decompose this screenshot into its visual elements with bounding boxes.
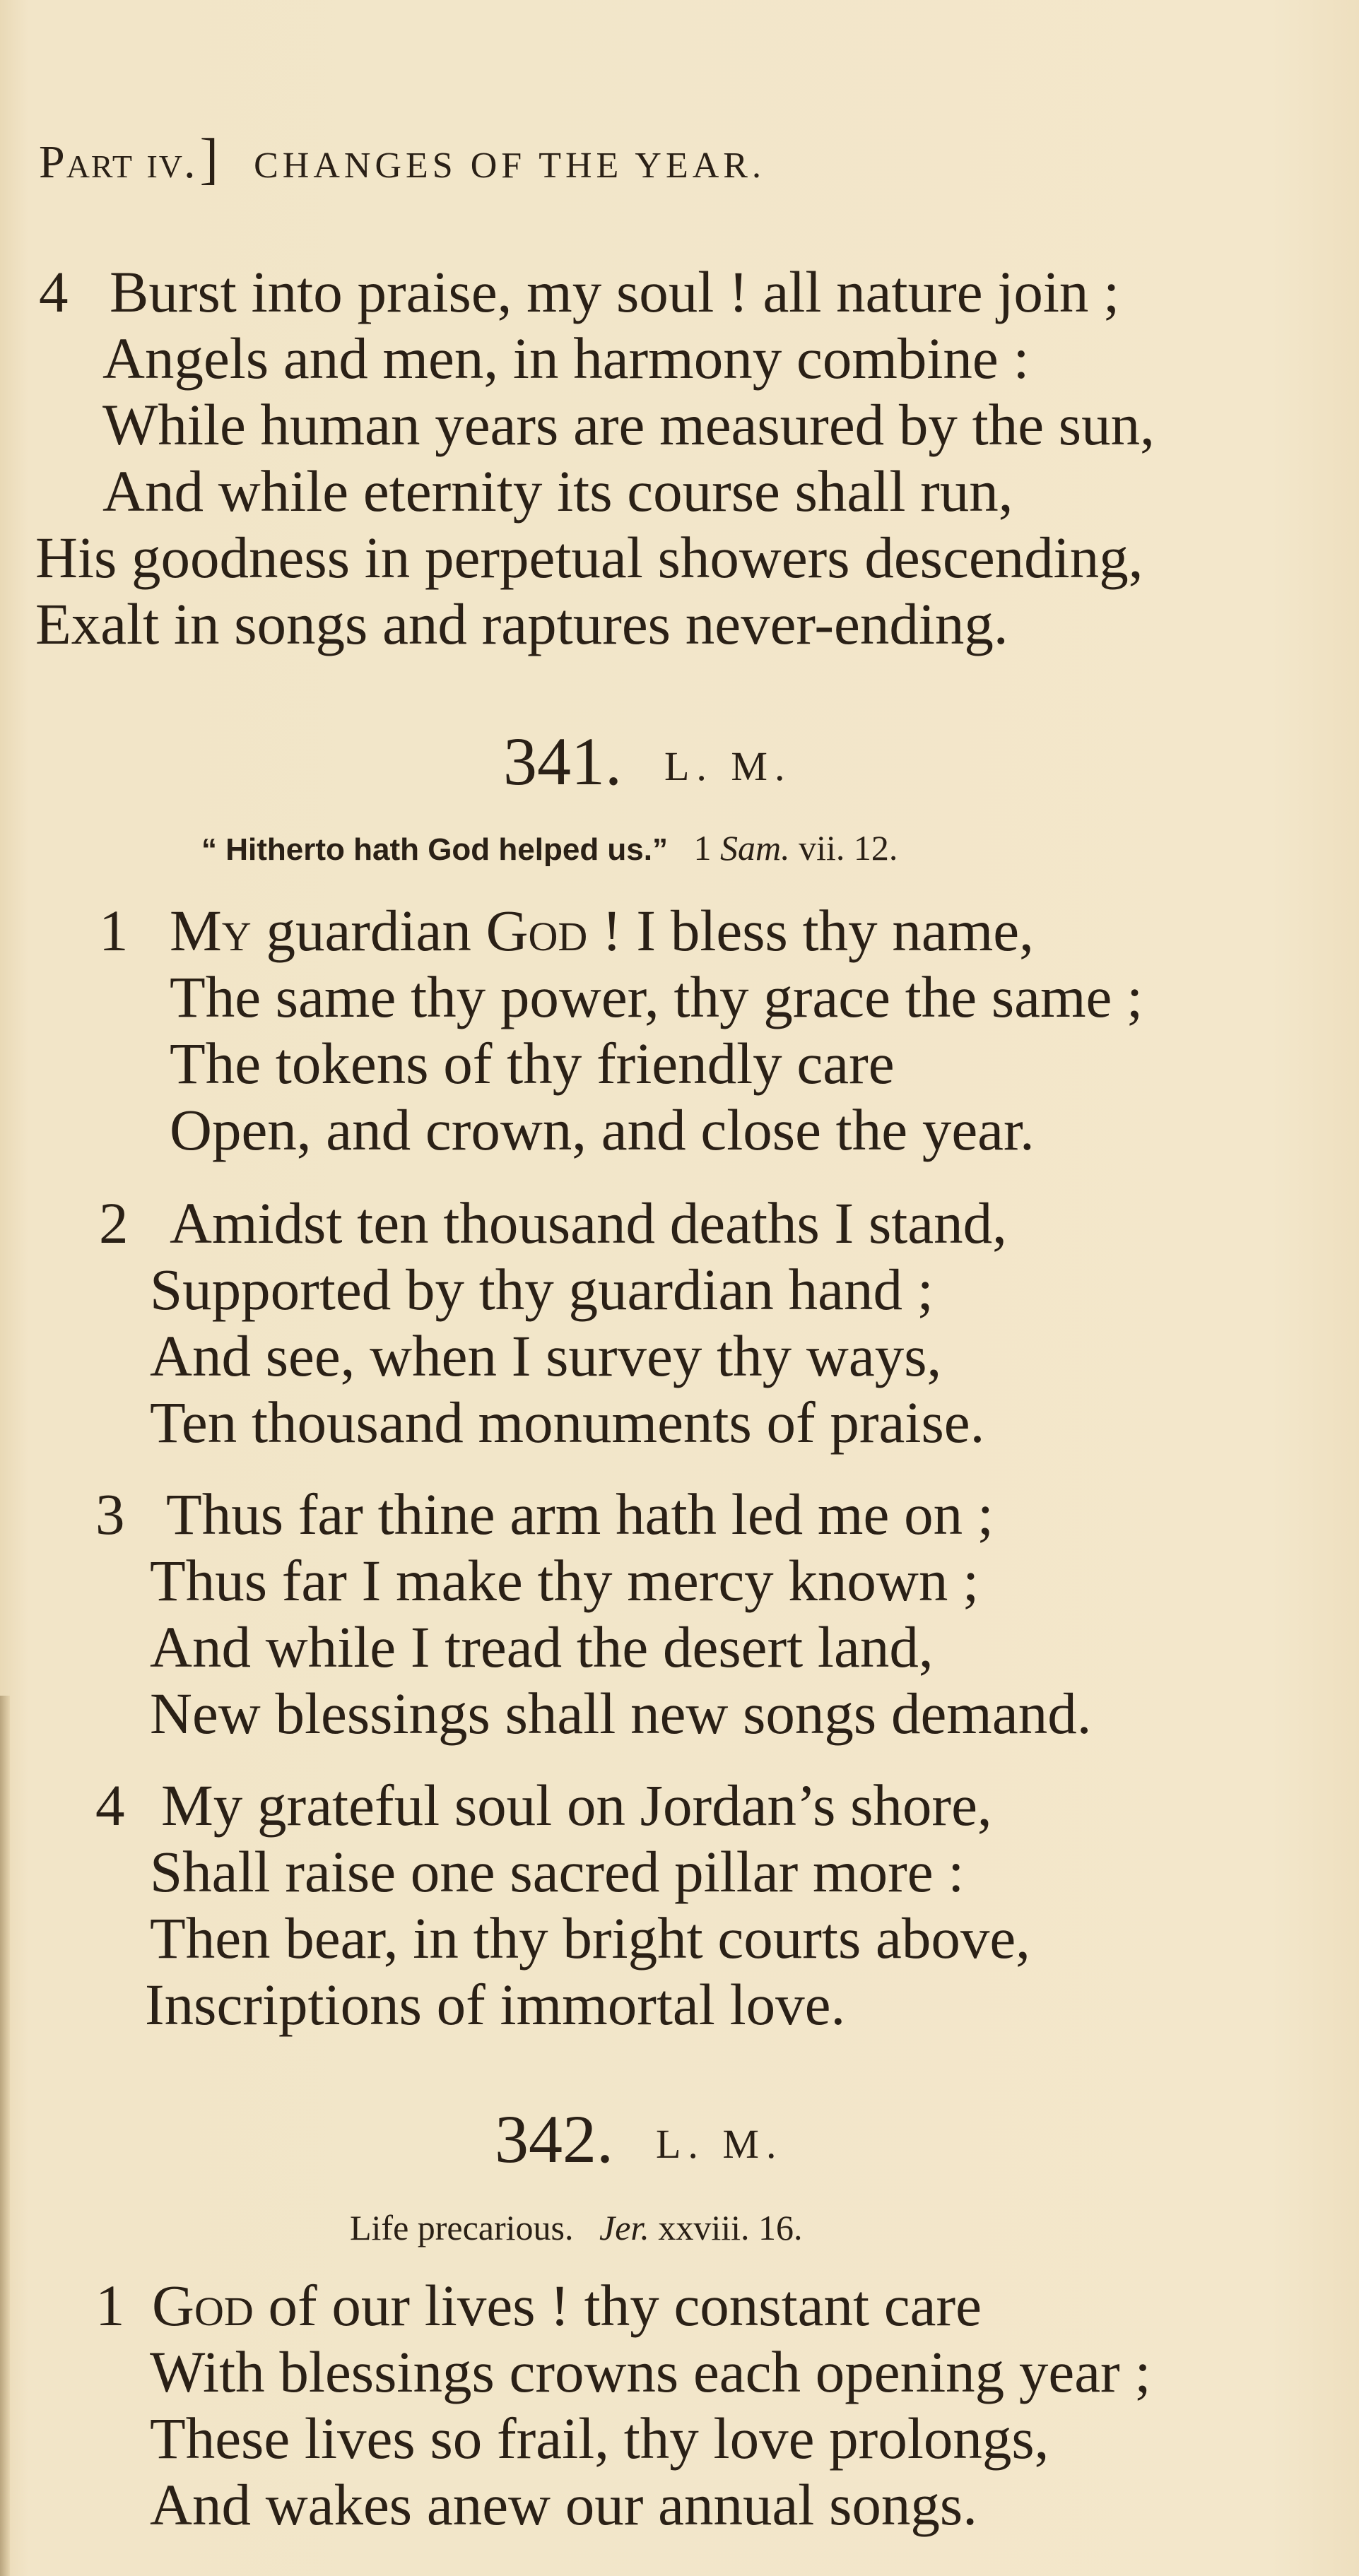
verse-line: While human years are measured by the sun, [102, 392, 1155, 457]
caption-ref-book: Sam. [720, 828, 790, 868]
verse-line: Ten thousand monuments of praise. [150, 1390, 985, 1455]
verse-line: Then bear, in thy bright courts above, [150, 1906, 1030, 1971]
hymn-caption [201, 828, 898, 868]
verse-number: 1 [95, 2273, 125, 2338]
verse-line: These lives so frail, thy love prolongs, [150, 2406, 1049, 2471]
verse-line [170, 898, 1034, 963]
header-bracket: ] [199, 128, 220, 190]
verse-number: 3 [95, 1482, 125, 1547]
god-word: God [486, 898, 588, 963]
caption-quote: “ Hitherto hath God helped us.” [201, 832, 668, 867]
verse-line: And wakes anew our annual songs. [150, 2472, 977, 2537]
verse-line: New blessings shall new songs demand. [150, 1681, 1092, 1746]
first-word: My [170, 898, 252, 963]
hymn-number: 341. [503, 723, 622, 799]
chapter-title: CHANGES OF THE YEAR. [254, 146, 765, 186]
verse-line: And while I tread the desert land, [150, 1614, 934, 1679]
verse-line: Angels and men, in harmony combine : [102, 326, 1030, 391]
verse-line: The tokens of thy friendly care [170, 1031, 895, 1096]
caption-ref-verse: xxviii. 16. [658, 2208, 803, 2247]
verse-line: His goodness in perpetual showers descending, [35, 525, 1143, 590]
verse-number: 2 [99, 1190, 129, 1255]
binding-edge [0, 1696, 10, 2576]
line-fragment: ! I bless thy name, [587, 898, 1034, 963]
part-label: Part iv. [39, 136, 197, 188]
verse-line [152, 2273, 982, 2338]
verse-line: And see, when I survey thy ways, [150, 1323, 942, 1388]
hymn-caption [350, 2210, 803, 2245]
verse-number: 4 [95, 1773, 125, 1838]
verse-line: Supported by thy guardian hand ; [150, 1257, 934, 1322]
verse-line: Amidst ten thousand deaths I stand, [170, 1190, 1007, 1255]
verse-line: Open, and crown, and close the year. [170, 1097, 1035, 1162]
verse-line: With blessings crowns each opening year ; [150, 2339, 1151, 2404]
verse-line: Thus far I make thy mercy known ; [150, 1548, 979, 1613]
line-fragment: guardian [251, 898, 486, 963]
verse-line: And while eternity its course shall run, [102, 459, 1013, 524]
line-fragment: of our lives ! thy constant care [253, 2273, 982, 2338]
verse-line: Exalt in songs and raptures never-ending. [35, 591, 1008, 656]
verse-line: Inscriptions of immortal love. [145, 1972, 846, 2037]
hymn-meter: L. M. [664, 743, 792, 789]
caption-ref-number: 1 [693, 828, 712, 868]
verse-line: The same thy power, thy grace the same ; [170, 964, 1143, 1029]
verse-line: Thus far thine arm hath led me on ; [166, 1482, 994, 1547]
hymn-meter: L. M. [656, 2121, 784, 2167]
verse-number: 4 [39, 259, 69, 324]
hymn-heading-342 [495, 2101, 784, 2177]
verse-line: Shall raise one sacred pillar more : [150, 1839, 965, 1904]
verse-line: My grateful soul on Jordan’s shore, [161, 1773, 992, 1838]
verse-line: Burst into praise, my soul ! all nature join ; [110, 259, 1120, 324]
caption-ref-verse: vii. 12. [799, 828, 898, 868]
verse-number: 1 [99, 898, 129, 963]
god-word: God [152, 2273, 254, 2338]
hymn-heading-341 [503, 723, 792, 799]
caption-text: Life precarious. [350, 2208, 574, 2247]
caption-ref-book: Jer. [599, 2208, 649, 2247]
hymn-number: 342. [495, 2101, 613, 2177]
running-header [39, 127, 765, 191]
